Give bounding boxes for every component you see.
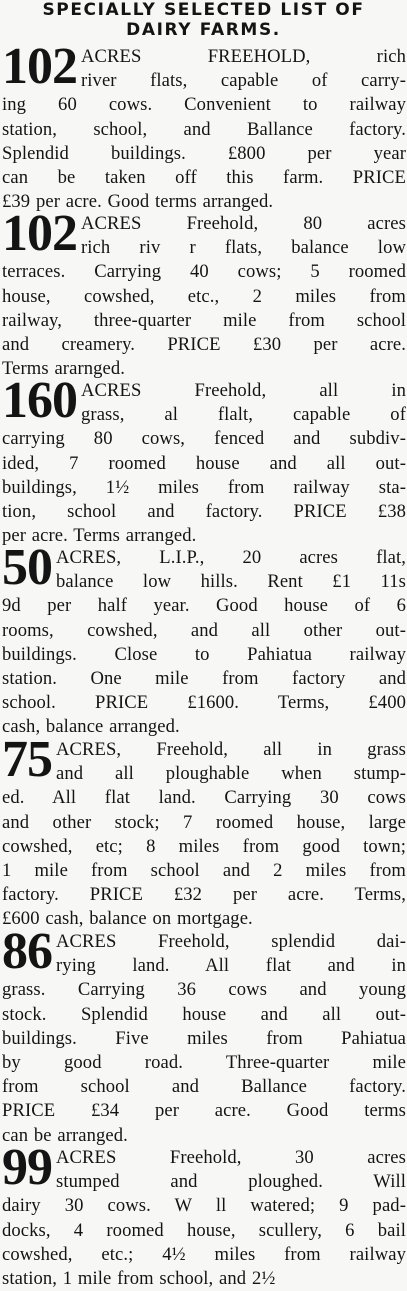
listing-line: rooms, cowshed, and all other out- [2, 619, 406, 641]
listing-line: from school and Ballance factory. [2, 1076, 406, 1098]
listing-line: buildings. Close to Pahiatua railway [2, 643, 406, 665]
listing-line: stock. Splendid house and all out- [2, 1003, 406, 1025]
listing-line: tion, school and factory. PRICE £38 [2, 501, 406, 523]
listing-line: 1 mile from school and 2 miles from [2, 860, 406, 882]
listing-line: house, cowshed, etc., 2 miles from [2, 285, 406, 307]
listing-text [2, 923, 406, 1148]
listing-text [2, 539, 406, 740]
acreage-number: 50 [2, 539, 52, 596]
listing-line: ACRES Freehold, 80 acres [81, 213, 406, 234]
listing-line: and all ploughable when stump- [56, 763, 406, 785]
listing-line: 9d per half year. Good house of 6 [2, 595, 406, 617]
listing-line: docks, 4 roomed house, scullery, 6 bail [2, 1219, 406, 1241]
listing-line: ACRES Freehold, all in [81, 380, 406, 401]
listing-line: Splendid buildings. £800 per year [2, 142, 406, 164]
listing-line: £600 cash, balance on mortgage. [2, 908, 253, 930]
listing-line: can be taken off this farm. PRICE [2, 167, 406, 189]
acreage-number: 102 [2, 205, 77, 262]
listing-line: ACRES FREEHOLD, rich [81, 46, 406, 67]
heading-line-2: DAIRY FARMS. [126, 20, 281, 40]
farm-listing [2, 923, 406, 1148]
list-heading [0, 0, 407, 41]
acreage-number: 86 [2, 923, 52, 980]
listing-line: can be arranged. [2, 1124, 128, 1146]
farm-listing [2, 372, 406, 548]
acreage-number: 75 [2, 731, 52, 788]
listing-line: cash, balance arranged. [2, 716, 180, 738]
listing-line: cowshed, etc; 8 miles from good town; [2, 835, 406, 857]
listing-line: balance low hills. Rent £1 11s [56, 571, 406, 593]
listing-line: dairy 30 cows. W ll watered; 9 pad- [2, 1195, 406, 1217]
listing-line: ACRES Freehold, splendid dai- [56, 931, 406, 952]
listing-line: ACRES, Freehold, all in grass [56, 739, 406, 760]
heading-line-1: SPECIALLY SELECTED LIST OF [42, 0, 365, 20]
listing-text [2, 1139, 406, 1291]
listing-line: school. PRICE £1600. Terms, £400 [2, 692, 406, 714]
listing-line: factory. PRICE £32 per acre. Terms, [2, 884, 406, 906]
acreage-number: 99 [2, 1139, 52, 1196]
farm-listing [2, 539, 406, 740]
listing-line: and creamery. PRICE £30 per acre. [2, 334, 406, 356]
listing-line: by good road. Three-quarter mile [2, 1052, 406, 1074]
listing-line: grass. Carrying 36 cows and young [2, 979, 406, 1001]
listing-line: railway, three-quarter mile from school [2, 309, 406, 331]
listing-line: £39 per acre. Good terms arranged. [2, 191, 274, 213]
listing-line: river flats, capable of carry- [81, 70, 406, 92]
listing-line: carrying 80 cows, fenced and subdiv- [2, 428, 406, 450]
listing-line: grass, al flalt, capable of [81, 404, 406, 426]
listing-line: buildings. Five miles from Pahiatua [2, 1027, 406, 1049]
listing-line: station. One mile from factory and [2, 668, 406, 690]
listing-line: ACRES Freehold, 30 acres [56, 1147, 406, 1168]
listing-line: ACRES, L.I.P., 20 acres flat, [56, 547, 406, 568]
listing-line: ed. All flat land. Carrying 30 cows [2, 787, 406, 809]
listing-line: buildings, 1½ miles from railway sta- [2, 476, 406, 498]
listing-text [2, 731, 406, 932]
listing-line: rying land. All flat and in [56, 955, 406, 977]
listing-line: ided, 7 roomed house and all out- [2, 452, 406, 474]
acreage-number: 160 [2, 372, 77, 429]
listing-line: terraces. Carrying 40 cows; 5 roomed [2, 261, 406, 283]
listing-line: and other stock; 7 roomed house, large [2, 811, 406, 833]
listing-line: rich riv r flats, balance low [81, 237, 406, 259]
farm-listing [2, 731, 406, 932]
farm-listing [2, 38, 406, 214]
listing-line: Terms ararnged. [2, 358, 126, 380]
listing-line: stumped and ploughed. Will [56, 1171, 406, 1193]
listing-line: station, school, and Ballance factory. [2, 118, 406, 140]
listing-line: PRICE £34 per acre. Good terms [2, 1100, 406, 1122]
farm-listing [2, 1139, 406, 1291]
listing-line: station, 1 mile from school, and 2½ [2, 1268, 276, 1290]
acreage-number: 102 [2, 38, 77, 95]
listing-line: ing 60 cows. Convenient to railway [2, 94, 406, 116]
farm-listing [2, 205, 406, 381]
listing-line: cowshed, etc.; 4½ miles from railway [2, 1243, 406, 1265]
listing-line: per acre. Terms arranged. [2, 525, 197, 547]
